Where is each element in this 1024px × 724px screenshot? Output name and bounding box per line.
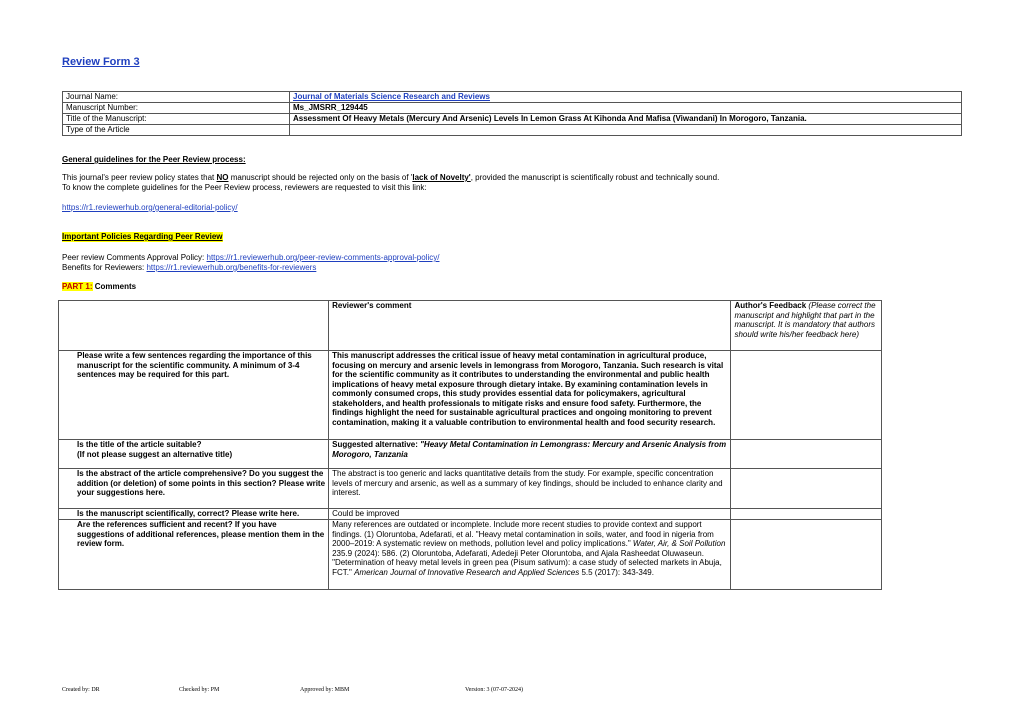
table-row [59,469,882,509]
part-label: PART 1: [62,282,93,291]
journal-value [290,92,962,103]
question-title [59,440,329,469]
benefits-label: Benefits for Reviewers: [62,263,147,272]
manuscript-number-label: Manuscript Number: [63,103,290,114]
references-text-3: 5.5 (2017): 343-349. [579,567,654,577]
answer-references [329,520,731,590]
question-title-line1: Is the title of the article suitable? [77,440,202,449]
footer-checked: Checked by: PM [179,687,220,693]
feedback-cell[interactable] [731,509,882,520]
answer-abstract: The abstract is too generic and lacks quantitative details from the study. For example, specific concentration levels of mercury and arsenic, as well as a summary of key findings, should be included to enhance clarity and interest. [329,469,731,509]
answer-title-value: "Heavy Metal Contamination in Lemongrass: Mercury and Arsenic Analysis from Morogoro, Tanzania [332,440,727,459]
feedback-cell[interactable] [731,520,882,590]
reviewer-comment-header: Reviewer's comment [329,301,731,351]
feedback-cell[interactable] [731,440,882,469]
part-title: Comments [92,282,137,291]
footer-version: Version: 3 (07-07-2024) [465,687,523,693]
article-type-label: Type of the Article [63,125,290,136]
policy-text-2: manuscript should be rejected only on the basis of ' [228,173,413,182]
benefits-line [62,263,316,273]
author-feedback-note: (Please correct the manuscript and highlight that part in the manuscript. It is mandatory that authors should write his/her feedback here) [734,301,876,339]
table-row [59,509,882,520]
comments-table [58,300,882,590]
question-importance: Please write a few sentences regarding the importance of this manuscript for the scientific community. A minimum of 3-4 sentences may be required for this part. [59,351,329,440]
journal-row [63,92,962,103]
author-feedback-header [731,301,882,351]
journal-link[interactable]: Journal of Materials Science Research and Reviews [293,92,490,101]
answer-title [329,440,731,469]
policy-text-1: This journal's peer review policy states that [62,173,217,182]
approval-policy-link[interactable]: https://r1.reviewerhub.org/peer-review-comments-approval-policy/ [206,253,440,262]
answer-title-label: Suggested alternative: [332,440,421,449]
question-references: Are the references sufficient and recent? If you have suggestions of additional references, please mention them in the review form. [59,520,329,590]
references-text-2: 235.9 (2024): 586. (2) Oloruntoba, Adefarati, Adedeji Peter Oloruntoba, and Ajala Rasheedat Oluwaseun. "Determination of heavy metal levels in green pea (Pisum sativum): a case study of selected markets in Abuja, FCT." [332,548,722,577]
question-abstract: Is the abstract of the article comprehensive? Do you suggest the addition (or deletion) of some points in this section? Please write your suggestions here. [59,469,329,509]
policies-heading: Important Policies Regarding Peer Review [62,232,223,241]
answer-scientific: Could be improved [329,509,731,520]
manuscript-number-value: Ms_JMSRR_129445 [290,103,962,114]
references-text-1: Many references are outdated or incomplete. Include more recent studies to provide context and support findings. (1) Oloruntoba, Adefarati, et al. "Heavy metal contamination in soils, water, and food in nigeria from 2000–2019: A systematic review on methods, pollution level and policy implications." [332,520,714,548]
table-row [59,440,882,469]
approval-policy-line [62,253,439,263]
guidelines-visit-line: To know the complete guidelines for the Peer Review process, reviewers are requested to visit this link: [62,183,427,192]
editorial-policy-link[interactable]: https://r1.reviewerhub.org/general-editorial-policy/ [62,203,238,212]
comments-header-row [59,301,882,351]
references-journal-2: American Journal of Innovative Research and Applied Sciences [354,567,580,577]
form-title: Review Form 3 [62,56,140,68]
table-row [59,520,882,590]
answer-importance: This manuscript addresses the critical issue of heavy metal contamination in agricultural produce, focusing on mercury and arsenic levels in lemongrass from Morogoro, Tanzania. Such research is vital for the scientific community as it contributes to understanding the environmental and public health implications of heavy metal exposure through dietary intake. By examining contamination levels in commonly consumed crops, this study provides essential data for policymakers, agricultural stakeholders, and health professionals to mitigate risks and ensure food safety. Furthermore, the findings highlight the need for sustainable agricultural practices and ongoing monitoring to prevent contamination, making it a valuable contribution to environmental health and food security research. [329,351,731,440]
guidelines-heading: General guidelines for the Peer Review process: [62,155,246,164]
header-empty-cell [59,301,329,351]
manuscript-number-row [63,103,962,114]
author-feedback-label: Author's Feedback [734,301,807,310]
manuscript-info-table [62,91,962,136]
journal-label: Journal Name: [63,92,290,103]
policy-text-3: , provided the manuscript is scientifically robust and technically sound. [470,173,720,182]
policy-lack-novelty: lack of Novelty' [412,173,471,182]
article-type-row [63,125,962,136]
references-journal-1: Water, Air, & Soil Pollution [632,539,726,548]
benefits-link[interactable]: https://r1.reviewerhub.org/benefits-for-reviewers [146,263,317,272]
question-scientific: Is the manuscript scientifically, correct? Please write here. [59,509,329,520]
feedback-cell[interactable] [731,351,882,440]
feedback-cell[interactable] [731,469,882,509]
approval-policy-label: Peer review Comments Approval Policy: [62,253,207,262]
part-heading [62,282,136,292]
manuscript-title-label: Title of the Manuscript: [63,114,290,125]
manuscript-title-value: Assessment Of Heavy Metals (Mercury And Arsenic) Levels In Lemon Grass At Kihonda And Mafisa (Viwandani) In Morogoro, Tanzania. [290,114,962,125]
footer-created: Created by: DR [62,687,100,693]
table-row [59,351,882,440]
policy-no: NO [216,173,229,182]
manuscript-title-row [63,114,962,125]
footer-approved: Approved by: MBM [300,687,350,693]
article-type-value [290,125,962,136]
question-title-line2: (If not please suggest an alternative title) [77,449,233,459]
guidelines-policy-line [62,173,962,183]
